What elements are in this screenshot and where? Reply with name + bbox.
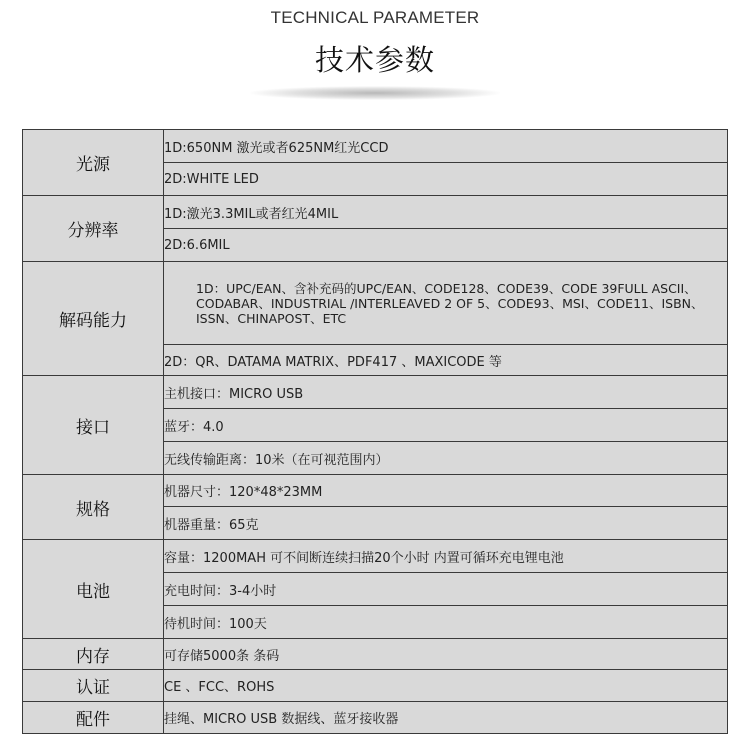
table-row bbox=[23, 475, 728, 507]
table-row bbox=[23, 376, 728, 409]
table-row bbox=[23, 639, 728, 670]
spec-value: 容量：1200MAH 可不间断连续扫描20个小时 内置可循环充电锂电池 bbox=[164, 540, 728, 573]
category-memory: 内存 bbox=[23, 639, 164, 670]
spec-value: 1D：UPC/EAN、含补充码的UPC/EAN、CODE128、CODE39、CODE 39FULL ASCII、CODABAR、INDUSTRIAL /INTERLEAVED 2 OF 5、CODE93、MSI、CODE11、ISBN、ISSN、CHINAPOST、ETC bbox=[164, 262, 728, 345]
spec-value: 充电时间：3-4小时 bbox=[164, 573, 728, 606]
category-battery: 电池 bbox=[23, 540, 164, 639]
table-row bbox=[23, 540, 728, 573]
category-decoding: 解码能力 bbox=[23, 262, 164, 376]
header-title-cn: 技术参数 bbox=[314, 43, 435, 77]
spec-table bbox=[22, 129, 728, 734]
category-resolution: 分辨率 bbox=[23, 196, 164, 262]
spec-value: CE 、FCC、ROHS bbox=[164, 670, 728, 702]
header-shadow-decoration bbox=[250, 86, 500, 100]
spec-value: 待机时间：100天 bbox=[164, 606, 728, 639]
spec-value: 机器尺寸：120*48*23MM bbox=[164, 475, 728, 507]
spec-value: 可存储5000条 条码 bbox=[164, 639, 728, 670]
category-accessories: 配件 bbox=[23, 702, 164, 734]
table-row bbox=[23, 702, 728, 734]
category-interface: 接口 bbox=[23, 376, 164, 475]
table-row bbox=[23, 196, 728, 229]
spec-value: 2D：QR、DATAMA MATRIX、PDF417 、MAXICODE 等 bbox=[164, 345, 728, 376]
table-row bbox=[23, 130, 728, 163]
header-title-en: TECHNICAL PARAMETER bbox=[270, 8, 480, 27]
spec-value: 1D:激光3.3MIL或者红光4MIL bbox=[164, 196, 728, 229]
table-row bbox=[23, 670, 728, 702]
spec-value: 1D:650NM 激光或者625NM红光CCD bbox=[164, 130, 728, 163]
spec-value: 2D:6.6MIL bbox=[164, 229, 728, 262]
spec-value: 无线传输距离：10米（在可视范围内） bbox=[164, 442, 728, 475]
spec-value: 挂绳、MICRO USB 数据线、蓝牙接收器 bbox=[164, 702, 728, 734]
spec-value: 主机接口：MICRO USB bbox=[164, 376, 728, 409]
table-row bbox=[23, 262, 728, 345]
category-light-source: 光源 bbox=[23, 130, 164, 196]
spec-value: 2D:WHITE LED bbox=[164, 163, 728, 196]
spec-value: 机器重量：65克 bbox=[164, 507, 728, 540]
category-certification: 认证 bbox=[23, 670, 164, 702]
spec-value: 蓝牙：4.0 bbox=[164, 409, 728, 442]
category-specification: 规格 bbox=[23, 475, 164, 540]
